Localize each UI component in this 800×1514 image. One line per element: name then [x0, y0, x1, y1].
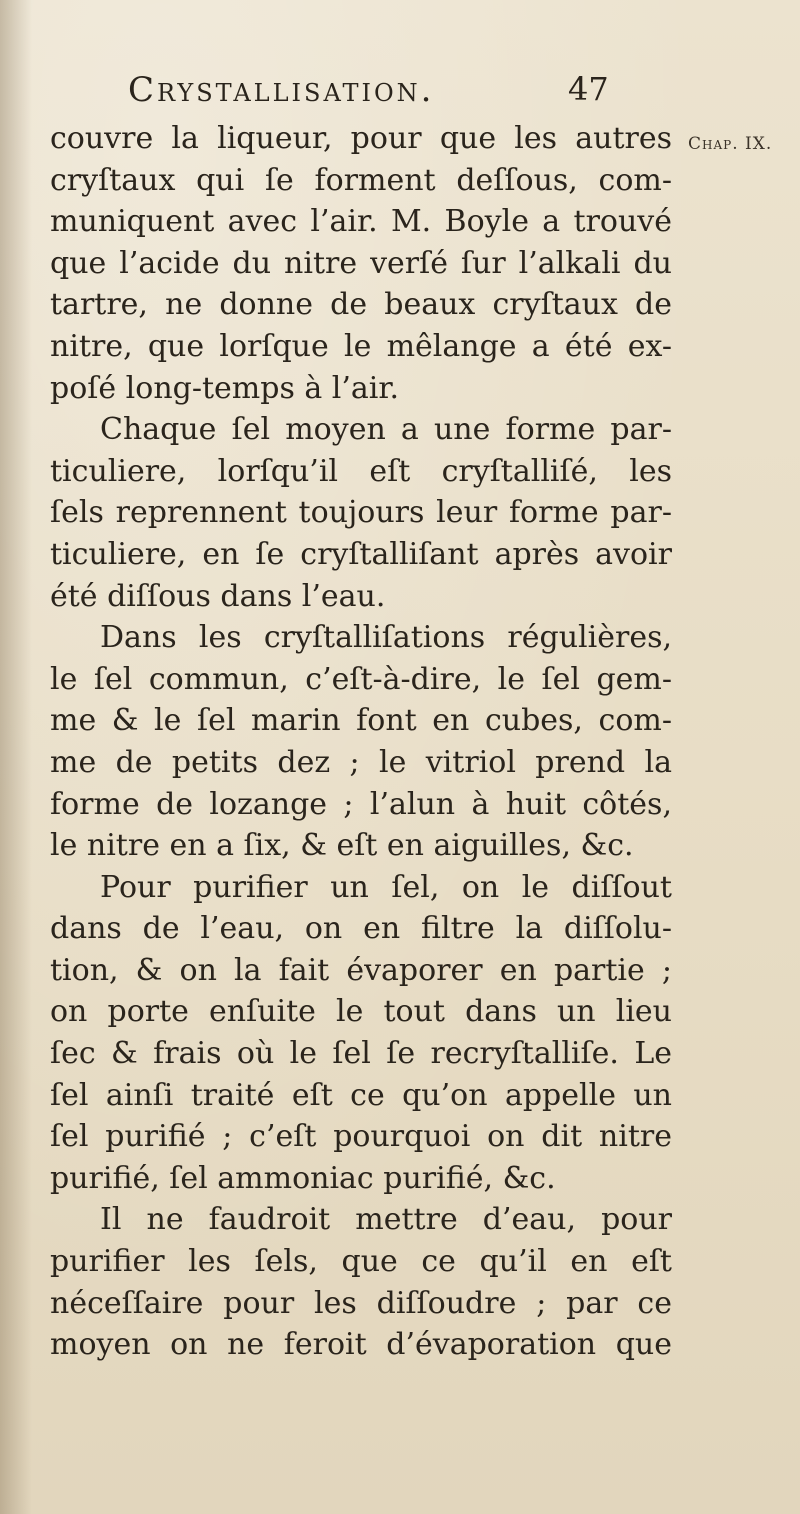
text-line: couvre la liqueur, pour que les autres — [50, 121, 672, 156]
text-line: forme de lozange ; l’alun à huit côtés, — [50, 786, 672, 822]
text-line: purifié, ſel ammoniac purifié, &c. — [50, 1160, 556, 1196]
text-line: le ſel commun, c’eſt-à-dire, le ſel gem- — [50, 661, 672, 697]
page-header — [118, 70, 678, 120]
paragraph-start-line: Dans les cryſtalliſations régulières, — [100, 620, 672, 656]
paragraph-start-line: Pour purifier un ſel, on le diſſout — [100, 869, 672, 905]
text-line: été diſſous dans l’eau. — [50, 578, 386, 614]
text-line: ſel ainſi traité eſt ce qu’on appelle un — [50, 1077, 672, 1113]
text-line: ſel purifié ; c’eſt pourquoi on dit nitre — [50, 1119, 672, 1155]
text-line: nitre, que lorſque le mêlange a été ex- — [50, 328, 672, 364]
text-line: dans de l’eau, on en filtre la diſſolu- — [50, 911, 672, 947]
text-line: me & le ſel marin font en cubes, com- — [50, 703, 672, 739]
page-gutter-shadow — [0, 0, 32, 1514]
text-line: poſé long-temps à l’air. — [50, 370, 399, 406]
margin-chapter-note: Chap. IX. — [688, 134, 773, 154]
text-line: muniquent avec l’air. M. Boyle a trouvé — [50, 204, 672, 240]
text-line: ticuliere, en ſe cryſtalliſant après avoir — [50, 536, 672, 572]
text-line: ſels reprennent toujours leur forme par- — [50, 495, 672, 531]
text-line: ticuliere, lorſqu’il eſt cryſtalliſé, les — [50, 453, 672, 489]
text-line: le nitre en a ſix, & eſt en aiguilles, &c. — [50, 828, 634, 864]
page-number: 47 — [568, 70, 609, 108]
text-line: on porte enſuite le tout dans un lieu — [50, 994, 672, 1030]
text-line: cryſtaux qui ſe forment deſſous, com- — [50, 162, 672, 198]
text-line: tartre, ne donne de beaux cryſtaux de — [50, 287, 672, 323]
running-title: Crystallisation. — [128, 70, 435, 110]
text-line: moyen on ne feroit d’évaporation que — [50, 1327, 672, 1363]
paragraph-start-line: Chaque ſel moyen a une forme par- — [100, 412, 672, 448]
text-line: néceſſaire pour les diſſoudre ; par ce — [50, 1285, 672, 1321]
text-line: ſec & frais où le ſel ſe recryſtalliſe. Le — [50, 1036, 672, 1072]
body-text — [50, 118, 672, 1366]
text-line: tion, & on la fait évaporer en partie ; — [50, 952, 672, 988]
paragraph-start-line: Il ne faudroit mettre d’eau, pour — [100, 1202, 672, 1238]
text-line: purifier les ſels, que ce qu’il en eſt — [50, 1244, 672, 1280]
text-line: que l’acide du nitre verſé ſur l’alkali du — [50, 245, 672, 281]
text-line: me de petits dez ; le vitriol prend la — [50, 744, 672, 780]
